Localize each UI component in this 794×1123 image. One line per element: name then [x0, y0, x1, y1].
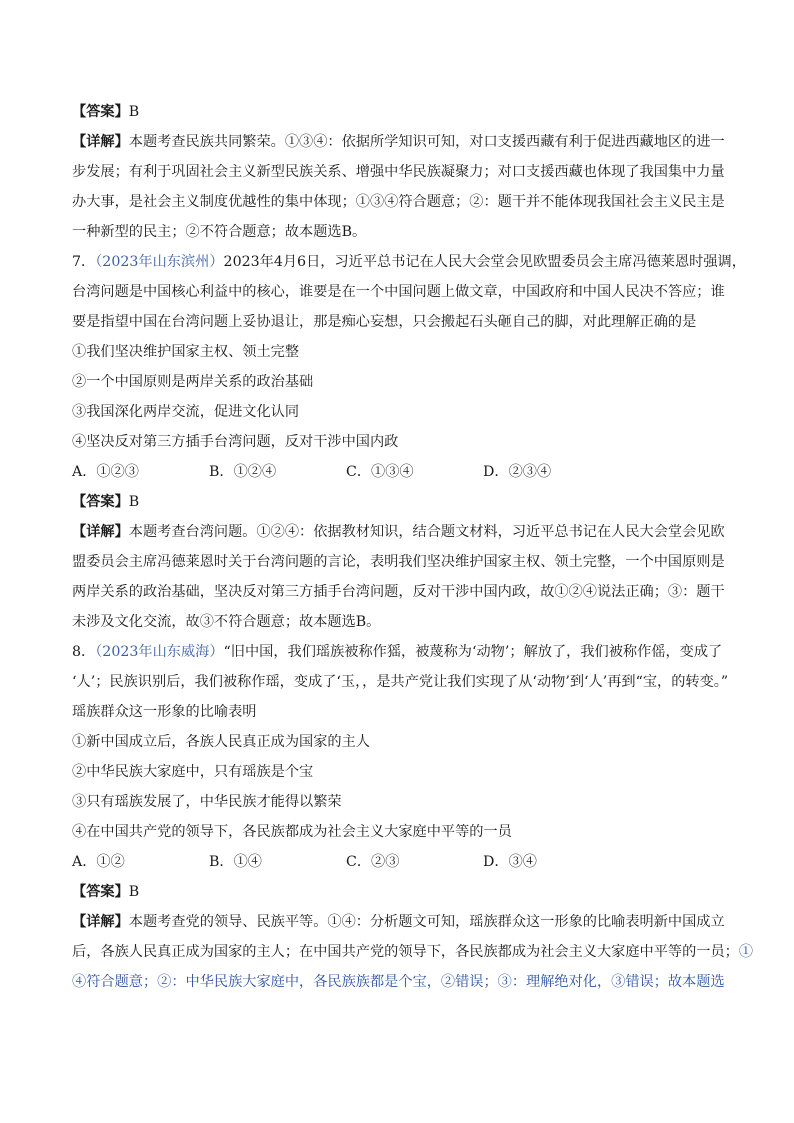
statement: ②一个中国原则是两岸关系的政治基础: [72, 374, 314, 390]
stem-text: 2023年4月6日，习近平总书记在人民大会堂会见欧盟委员会主席冯德莱恩时强调，: [223, 254, 746, 270]
detail-label: 【详解】: [72, 914, 129, 930]
answer-label: 【答案】: [72, 884, 129, 900]
answer-value: B: [128, 884, 140, 900]
question-8-stem: [72, 637, 724, 667]
detail-line: 步发展；有利于巩固社会主义新型民族关系、增强中华民族凝聚力；对口支援西藏也体现了我国集中力量: [72, 164, 725, 180]
detail-line: 盟委员会主席冯德莱恩时关于台湾问题的言论，表明我们坚决维护国家主权、领土完整，一个中国原则是: [72, 554, 725, 570]
detail-text: 本题考查台湾问题。①②④：依据教材知识，结合题文材料，习近平总书记在人民大会堂会见欧: [128, 524, 725, 540]
document-content: [72, 97, 754, 997]
detail-line: 未涉及文化交流，故③不符合题意；故本题选B。: [72, 614, 381, 630]
statement: ①我们坚决维护国家主权、领土完整: [72, 344, 300, 360]
answer-line: [72, 97, 724, 127]
detail-text: 后，各族人民真正成为国家的主人；在中国共产党的领导下，各民族都成为社会主义大家庭中平等的一员；: [72, 944, 739, 960]
statement: ①新中国成立后，各族人民真正成为国家的主人: [72, 734, 370, 750]
detail-line: 两岸关系的政治基础，坚决反对第三方插手台湾问题，反对干涉中国内政，故①②④说法正确；③：题干: [72, 584, 725, 600]
detail-line: 一种新型的民主；②不符合题意；故本题选B。: [72, 224, 367, 240]
answer-label: 【答案】: [72, 494, 129, 510]
option-a: A．①②: [72, 854, 125, 870]
answer-label: 【答案】: [72, 104, 129, 120]
stem-line: ‘人’；民族识别后，我们被称作瑶，变成了‘玉，，是共产党让我们实现了从‘动物’到‘人’再到“宝，的转变。”: [72, 674, 729, 690]
detail-text: 本题考查民族共同繁荣。①③④：依据所学知识可知，对口支援西藏有利于促进西藏地区的进一: [128, 134, 725, 150]
stem-line: 瑶族群众这一形象的比喻表明: [72, 704, 257, 720]
option-b: B．①②④: [209, 464, 277, 480]
answer-value: B: [128, 104, 140, 120]
detail-line: [72, 127, 724, 157]
statement: ③我国深化两岸交流，促进文化认同: [72, 404, 300, 420]
question-source: （2023年山东滨州）: [95, 254, 224, 270]
statement: ④在中国共产党的领导下，各民族都成为社会主义大家庭中平等的一员: [72, 824, 512, 840]
detail-line: [72, 517, 724, 547]
option-c: C．①③④: [346, 464, 414, 480]
detail-tail: ①: [738, 944, 754, 960]
stem-line: 台湾问题是中国核心利益中的核心，谁要是在一个中国问题上做文章，中国政府和中国人民决不答应；谁: [72, 284, 725, 300]
statement: ④坚决反对第三方插手台湾问题，反对干涉中国内政: [72, 434, 399, 450]
question-source: （2023年山东威海）: [95, 644, 224, 660]
detail-label: 【详解】: [72, 134, 129, 150]
detail-label: 【详解】: [72, 524, 129, 540]
question-number: 7．: [72, 254, 96, 270]
statement: ③只有瑶族发展了，中华民族才能得以繁荣: [72, 794, 342, 810]
options-row: [72, 457, 724, 487]
detail-line: [72, 907, 724, 937]
detail-text: 本题考查党的领导、民族平等。①④：分析题文可知，瑶族群众这一形象的比喻表明新中国成立: [128, 914, 725, 930]
answer-value: B: [128, 494, 140, 510]
answer-line: [72, 877, 724, 907]
detail-line: ④符合题意；②：中华民族大家庭中，各民族族都是个宝，②错误；③：理解绝对化，③错误；故本题选: [72, 974, 725, 990]
question-number: 8．: [72, 644, 96, 660]
answer-line: [72, 487, 724, 517]
statement: ②中华民族大家庭中，只有瑶族是个宝: [72, 764, 314, 780]
detail-line: 办大事，是社会主义制度优越性的集中体现；①③④符合题意；②：题干并不能体现我国社会主义民主是: [72, 194, 725, 210]
detail-line: [72, 937, 754, 967]
option-b: B．①④: [209, 854, 262, 870]
option-c: C．②③: [346, 854, 400, 870]
stem-text: “旧中国，我们瑶族被称作猺，被蔑称为‘动物’；解放了，我们被称作傜，变成了: [223, 644, 723, 660]
question-7-stem: [72, 247, 746, 277]
option-d: D．②③④: [483, 464, 552, 480]
options-row: [72, 847, 724, 877]
option-a: A．①②③: [72, 464, 139, 480]
stem-line: 要是指望中国在台湾问题上妥协退让，那是痴心妄想，只会搬起石头砸自己的脚，对此理解正确的是: [72, 314, 697, 330]
option-d: D．③④: [483, 854, 537, 870]
